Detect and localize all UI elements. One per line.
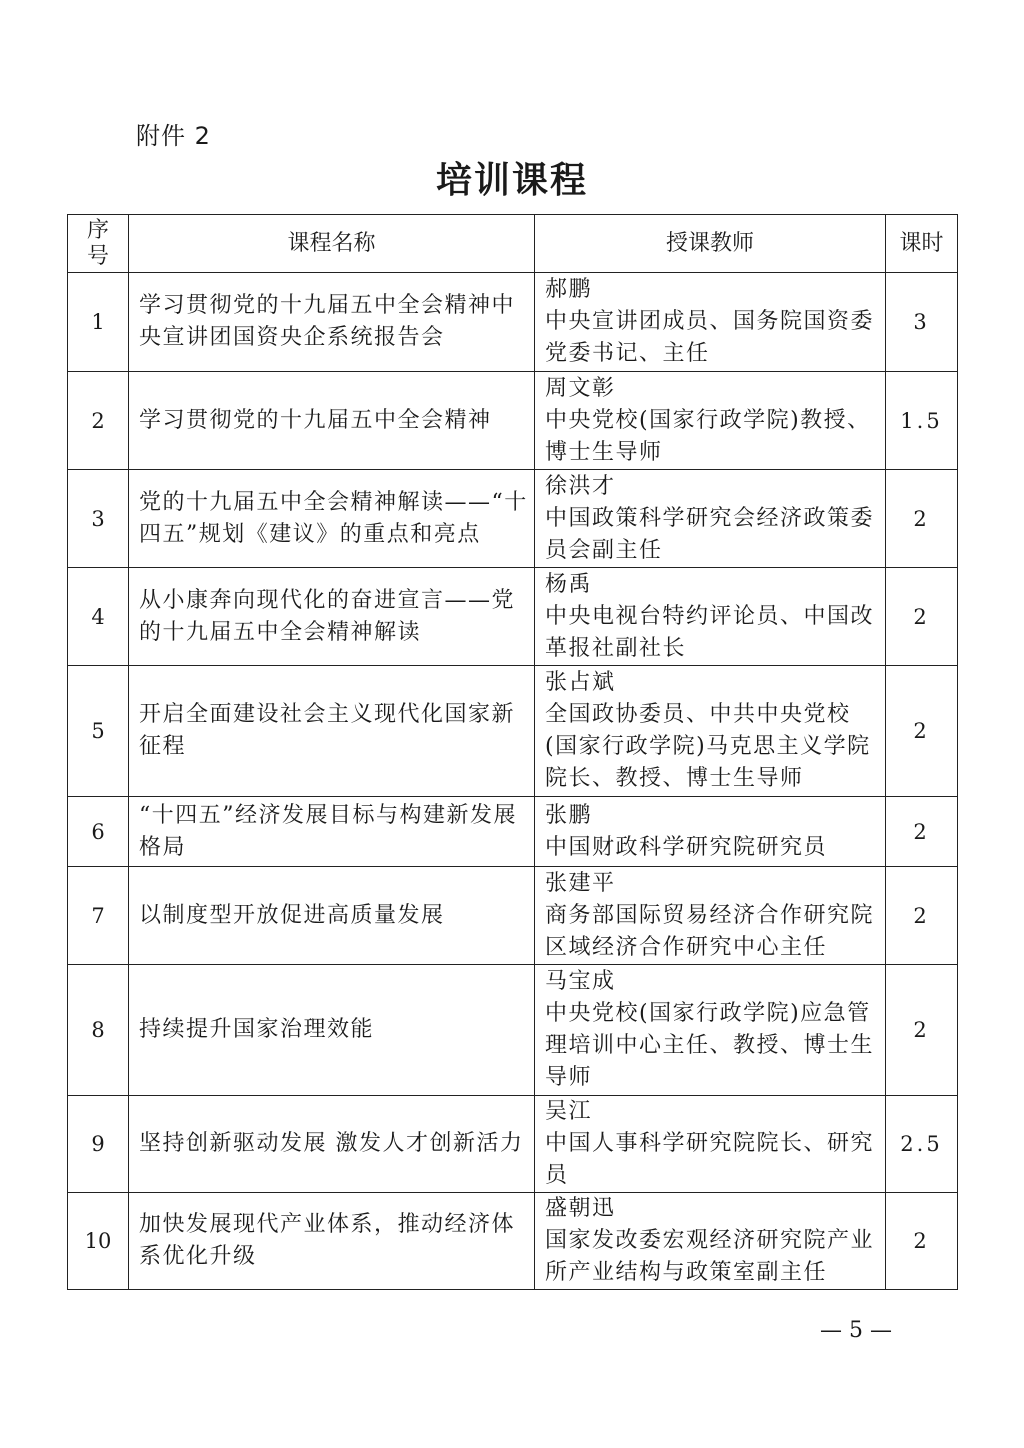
row-index: 3 [68,470,129,568]
course-hours: 2 [886,568,958,666]
course-hours: 2 [886,965,958,1096]
table-row [68,1193,958,1290]
page-number-text: — 5 — [820,1318,892,1343]
course-hours: 2 [886,797,958,867]
course-name: 从小康奔向现代化的奋进宣言——党的十九届五中全会精神解读 [129,568,535,666]
course-name: 开启全面建设社会主义现代化国家新征程 [129,666,535,797]
col-header-hours: 课时 [886,215,958,273]
row-index: 9 [68,1096,129,1193]
teacher-cell [535,965,886,1096]
row-index: 6 [68,797,129,867]
table-row [68,666,958,797]
table-row [68,965,958,1096]
attachment-label: 附件 2 [136,122,211,150]
course-hours: 2 [886,867,958,965]
teacher-title: 中国人事科学研究院院长、研究员 [545,1131,875,1188]
teacher-cell [535,1193,886,1290]
row-index: 7 [68,867,129,965]
teacher-title: 商务部国际贸易经济合作研究院区域经济合作研究中心主任 [545,902,875,960]
table-header-row [68,215,958,273]
col-header-course: 课程名称 [129,215,535,273]
teacher-title: 中央党校(国家行政学院)应急管理培训中心主任、教授、博士生导师 [545,1001,875,1090]
teacher-cell [535,470,886,568]
course-table [67,214,958,1290]
teacher-title: 中央宣讲团成员、国务院国资委党委书记、主任 [545,309,875,366]
course-name: 学习贯彻党的十九届五中全会精神 [129,372,535,470]
col-header-index: 序 号 [68,215,129,273]
course-hours: 2.5 [886,1096,958,1193]
course-hours: 3 [886,273,958,372]
table-row [68,1096,958,1193]
table-row [68,867,958,965]
course-name: 学习贯彻党的十九届五中全会精神中央宣讲团国资央企系统报告会 [129,273,535,372]
teacher-cell [535,666,886,797]
teacher-title: 中央电视台特约评论员、中国改革报社副社长 [545,603,875,661]
teacher-title: 中国财政科学研究院研究员 [545,834,828,860]
course-hours: 2 [886,470,958,568]
teacher-name: 吴江 [545,1099,593,1124]
row-index: 2 [68,372,129,470]
course-name: 以制度型开放促进高质量发展 [129,867,535,965]
course-hours: 2 [886,666,958,797]
teacher-title: 全国政协委员、中共中央党校(国家行政学院)马克思主义学院院长、教授、博士生导师 [545,702,871,791]
teacher-title: 中央党校(国家行政学院)教授、博士生导师 [545,407,871,465]
row-index: 1 [68,273,129,372]
teacher-title: 中国政策科学研究会经济政策委员会副主任 [545,505,875,563]
course-hours: 1.5 [886,372,958,470]
teacher-cell [535,867,886,965]
course-name: “十四五”经济发展目标与构建新发展格局 [129,797,535,867]
teacher-title: 国家发改委宏观经济研究院产业所产业结构与政策室副主任 [545,1228,875,1285]
teacher-name: 盛朝迅 [545,1196,616,1221]
row-index: 5 [68,666,129,797]
teacher-name: 张占斌 [545,670,616,695]
teacher-cell [535,372,886,470]
teacher-name: 徐洪才 [545,473,616,499]
teacher-cell [535,1096,886,1193]
table-row [68,568,958,666]
col-header-teacher: 授课教师 [535,215,886,273]
table-row [68,273,958,372]
teacher-name: 周文彰 [545,375,616,401]
row-index: 10 [68,1193,129,1290]
teacher-cell [535,273,886,372]
row-index: 8 [68,965,129,1096]
teacher-name: 郝鹏 [545,277,593,302]
course-name: 坚持创新驱动发展 激发人才创新活力 [129,1096,535,1193]
teacher-name: 杨禹 [545,571,593,597]
teacher-name: 张建平 [545,870,616,896]
teacher-cell [535,568,886,666]
table-row [68,372,958,470]
row-index: 4 [68,568,129,666]
teacher-name: 马宝成 [545,969,616,994]
table-row [68,470,958,568]
page-title: 培训课程 [435,160,588,201]
course-name: 党的十九届五中全会精神解读——“十四五”规划《建议》的重点和亮点 [129,470,535,568]
teacher-cell [535,797,886,867]
table-row [68,797,958,867]
teacher-name: 张鹏 [545,802,593,828]
course-name: 加快发展现代产业体系，推动经济体系优化升级 [129,1193,535,1290]
course-name: 持续提升国家治理效能 [129,965,535,1096]
course-hours: 2 [886,1193,958,1290]
